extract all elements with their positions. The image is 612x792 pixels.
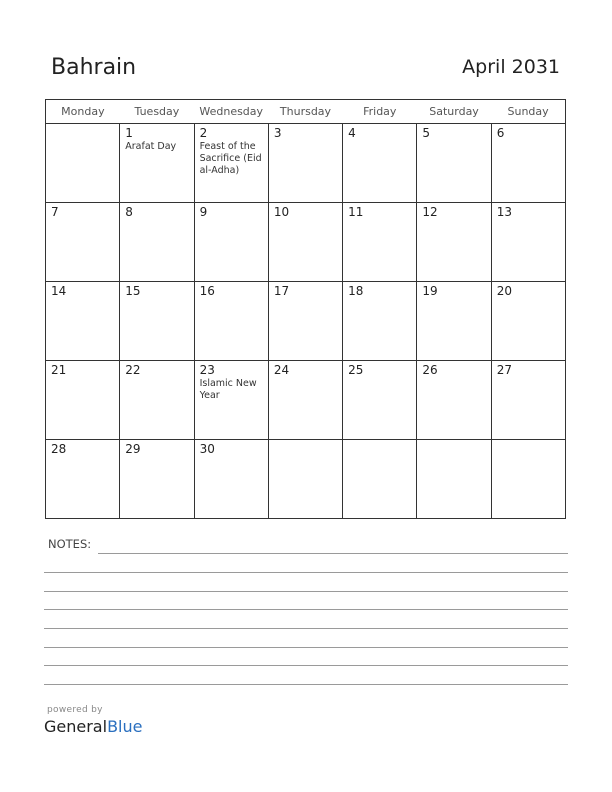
day-number: 16 (199, 284, 215, 298)
day-number: 13 (496, 205, 512, 219)
day-number: 9 (199, 205, 208, 219)
day-cell (268, 361, 342, 440)
day-cell (194, 203, 268, 282)
day-cell (194, 124, 268, 203)
notes-line (44, 609, 568, 610)
day-number: 7 (51, 205, 59, 219)
day-cell (343, 361, 417, 440)
week-row (46, 440, 566, 519)
day-number: 6 (496, 126, 505, 140)
brand-name-general: General (44, 717, 108, 736)
day-cell (120, 124, 194, 203)
day-number: 25 (348, 363, 364, 377)
day-number: 23 (199, 363, 215, 377)
week-row (46, 124, 566, 203)
day-cell (417, 203, 491, 282)
day-cell (343, 124, 417, 203)
day-cell (417, 361, 491, 440)
day-number: 30 (199, 442, 215, 456)
day-cell (491, 124, 565, 203)
day-cell (46, 282, 120, 361)
day-number: 2 (199, 126, 208, 140)
day-cell (120, 282, 194, 361)
holiday-label: Arafat Day (125, 141, 177, 152)
weekday-tuesday: Tuesday (120, 100, 194, 124)
month-title: April 2031 (462, 56, 560, 78)
day-number: 8 (125, 205, 133, 219)
day-number: 21 (51, 363, 67, 377)
day-cell (194, 440, 268, 519)
day-cell (194, 282, 268, 361)
day-number: 4 (348, 126, 356, 140)
week-row (46, 361, 566, 440)
day-number: 15 (125, 284, 141, 298)
notes-line (44, 684, 568, 685)
holiday-label: Islamic New Year (199, 378, 257, 401)
day-cell (491, 440, 565, 519)
weekday-header-row (46, 100, 566, 124)
country-title: Bahrain (51, 55, 137, 80)
day-number: 28 (51, 442, 67, 456)
day-cell (268, 124, 342, 203)
day-number: 18 (348, 284, 364, 298)
day-cell (417, 124, 491, 203)
notes-line (44, 591, 568, 592)
day-cell (343, 282, 417, 361)
day-cell (491, 282, 565, 361)
calendar-grid (45, 99, 566, 519)
day-cell (491, 361, 565, 440)
day-cell (46, 203, 120, 282)
day-cell (268, 282, 342, 361)
notes-line (44, 572, 568, 573)
day-cell (343, 440, 417, 519)
weekday-monday: Monday (46, 100, 120, 124)
weekday-sunday: Sunday (491, 100, 565, 124)
notes-line (98, 553, 568, 554)
day-cell (120, 361, 194, 440)
day-number: 24 (273, 363, 290, 377)
notes-line (44, 647, 568, 648)
day-cell (46, 124, 120, 203)
notes-label: NOTES: (48, 537, 92, 551)
weekday-thursday: Thursday (268, 100, 342, 124)
brand-logo (44, 717, 142, 736)
day-cell (491, 203, 565, 282)
notes-line (44, 628, 568, 629)
powered-by-text: powered by (47, 705, 103, 715)
week-row (46, 282, 566, 361)
day-number: 11 (348, 205, 364, 219)
day-cell (120, 203, 194, 282)
day-number: 3 (273, 126, 282, 140)
day-number: 10 (273, 205, 290, 219)
day-number: 26 (422, 363, 438, 377)
day-cell (343, 203, 417, 282)
day-cell (46, 440, 120, 519)
day-cell (46, 361, 120, 440)
day-cell (417, 282, 491, 361)
day-number: 17 (273, 284, 290, 298)
weekday-friday: Friday (343, 100, 417, 124)
day-cell (268, 203, 342, 282)
day-number: 1 (125, 126, 133, 140)
day-cell (268, 440, 342, 519)
day-number: 14 (51, 284, 67, 298)
day-number: 22 (125, 363, 141, 377)
notes-line (44, 665, 568, 666)
day-number: 12 (422, 205, 438, 219)
day-number: 20 (496, 284, 512, 298)
day-cell (194, 361, 268, 440)
weekday-saturday: Saturday (417, 100, 491, 124)
day-number: 5 (422, 126, 431, 140)
brand-name-blue: Blue (107, 717, 143, 736)
day-number: 29 (125, 442, 141, 456)
day-number: 27 (496, 363, 512, 377)
week-row (46, 203, 566, 282)
day-cell (120, 440, 194, 519)
day-cell (417, 440, 491, 519)
holiday-label: Feast of the Sacrifice (Eid al-Adha) (199, 141, 262, 176)
day-number: 19 (422, 284, 438, 298)
weekday-wednesday: Wednesday (194, 100, 268, 124)
